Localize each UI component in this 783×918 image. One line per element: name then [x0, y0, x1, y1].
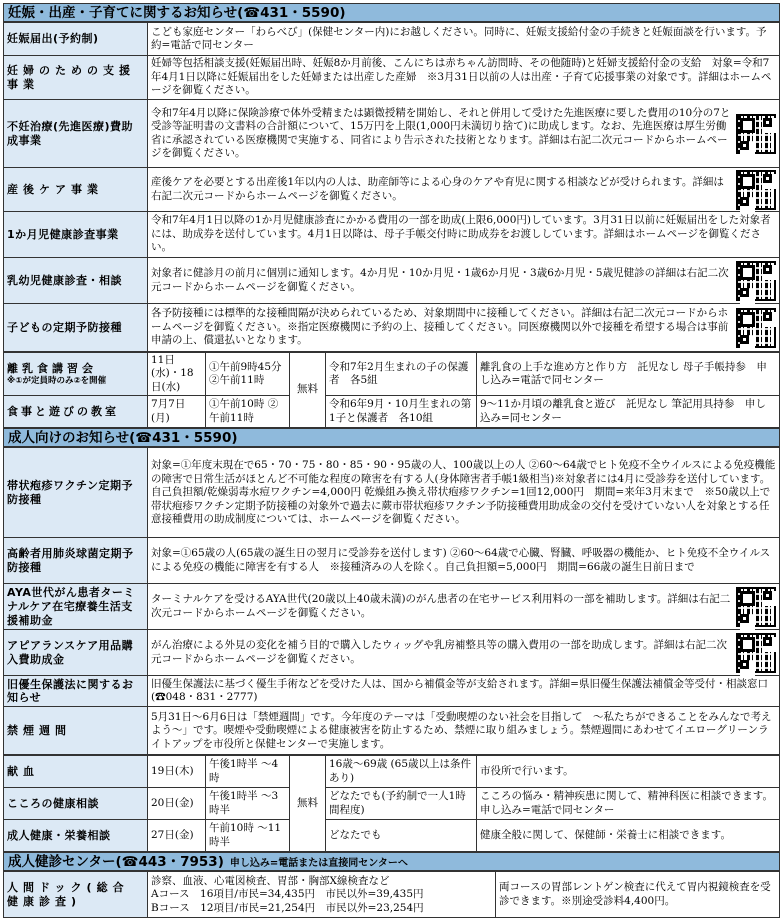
- event-time: 午後1時半 ～4時: [206, 756, 290, 788]
- checkup-title: 成人健診センター(☎443・7953): [8, 854, 224, 871]
- row-text: 令和7年4月以降に保険診療で体外受精または顕微授精を開始し、それと併用して受けた先進医療に要した費用の10分の7と受診等証明書の文書料の合計額について、15万円を上限(1,000円未満切り捨て)に助成します。なお、先進医療は厚生労働省に承認されている医療機関で実施する、同省により告示された技術となります。詳細は右記二次元コードからホームページを御覧ください。: [151, 106, 731, 159]
- table-row: [4, 100, 780, 168]
- row-label: 妊婦のための支援事業: [4, 56, 148, 100]
- class-time: ①午前10時 ②午前11時: [206, 396, 290, 428]
- event-target: どなたでも: [326, 820, 477, 852]
- row-label: アピアランスケア用品購入費助成金: [4, 630, 148, 676]
- row-label: 不妊治療(先進医療)費助成事業: [4, 100, 148, 168]
- row-text: 対象=①年度末現在で65・70・75・80・85・90・95歳の人、100歳以上の人 ②60～64歳でヒト免疫不全ウイルスによる免疫機能の障害で日常生活がほとんど不可能な程度の障害を有する人(身体障害者手帳1級相当)※対象者には4月に受診券を送付しています。自己負担額/乾燥弱毒水痘ワクチン=4,000円 乾燥組み換え帯状疱疹ワクチン=1回12,000円 期間=来年3月末まで ※50歳以上で帯状疱疹ワクチン定期予防接種の対象外で過去に蕨市帯状疱疹ワクチン予防接種費用助成金の交付を受けていない人を対象とする任意接種費用の助成制度については、ホームページを御覧ください。: [148, 448, 780, 538]
- fee-cell: 無料: [290, 353, 326, 428]
- row-text: こども家庭センター「わらべび」(保健センター内)にお越しください。同時に、妊娠支援給付金の手続きと妊娠面談を行います。予約=電話で同センター: [148, 23, 780, 56]
- course-line: Bコース 12項目/市民=21,254円 市民以外=23,254円: [151, 901, 424, 914]
- row-text-cell: [148, 304, 780, 352]
- table-row: [4, 707, 780, 755]
- qr-code-icon[interactable]: [736, 587, 776, 627]
- row-text-cell: [148, 168, 780, 212]
- table-row: [4, 788, 780, 820]
- table-row: [4, 168, 780, 212]
- event-content: 市役所で行います。: [477, 756, 780, 788]
- class-content: 9～11か月頃の離乳食と遊び 託児なし 筆記用具持参 申し込み=同センター: [477, 396, 780, 428]
- section-header-adult: 成人向けのお知らせ(☎431・5590): [3, 428, 780, 447]
- event-content: こころの悩み・精神疾患に関して、精神科医に相談できます。申し込み=電話で同センター: [477, 788, 780, 820]
- checkup-note: 申し込み=電話または直接同センターへ: [229, 858, 408, 870]
- class-date: 11日(水)・18日(水): [148, 353, 206, 396]
- class-note: ※①が定員時のみ②を開催: [7, 375, 107, 386]
- row-label: 妊娠届出(予約制): [4, 23, 148, 56]
- row-text-cell: [148, 100, 780, 168]
- row-text: 産後ケアを必要とする出産後1年以内の人は、助産師等による心身のケアや育児に関する相談などが受けられます。詳細は右記二次元コードからホームページを御覧ください。: [151, 176, 724, 202]
- row-label: 産後ケア事業: [4, 168, 148, 212]
- row-label: 高齢者用肺炎球菌定期予防接種: [4, 538, 148, 584]
- table-row: [4, 538, 780, 584]
- row-label: 禁煙週間: [4, 707, 148, 755]
- section-header-checkup: [3, 852, 780, 871]
- course-note: 両コースの胃部レントゲン検査に代えて胃内視鏡検査を受診できます。※別途受診料4,400円。: [496, 872, 780, 918]
- row-label: 子どもの定期予防接種: [4, 304, 148, 352]
- section-header-childcare: 妊娠・出産・子育てに関するお知らせ(☎431・5590): [3, 3, 780, 22]
- row-text: 旧優生保護法に基づく優生手術などを受けた人は、国から補償金等が支給されます。詳細=県旧優生保護法補償金等受付・相談窓口(☎048・831・2777): [148, 676, 780, 707]
- row-label: [4, 353, 148, 396]
- row-text-cell: [148, 258, 780, 304]
- childcare-table: [3, 22, 780, 352]
- row-text: 令和7年4月1日以降の1か月児健康診査にかかる費用の一部を助成(上限6,000円)しています。3月31日以前に妊娠届出をした対象者には、助成券を送付しています。4月1日以降は、母子手帳交付時に助成券をお渡ししています。詳細はホームページを御覧ください。: [148, 212, 780, 258]
- class-target: 令和7年2月生まれの子の保護者 各5組: [326, 353, 477, 396]
- row-label: 献血: [4, 756, 148, 788]
- event-target: 16歳～69歳 (65歳以上は条件あり): [326, 756, 477, 788]
- row-text: 妊婦等包括相談支援(妊娠届出時、妊娠8か月前後、こんにちは赤ちゃん訪問時、その他随時)と妊婦支援給付金の支給 対象=令和7年4月1日以降に妊娠届出をした妊婦または出産した産婦 ※3月31日以前の人は出産・子育て応援事業の対象です。詳細はホームページを御覧ください。: [148, 56, 780, 100]
- table-row: [4, 258, 780, 304]
- course-line: Aコース 16項目/市民=34,435円 市民以外=39,435円: [151, 888, 424, 901]
- checkup-table: [3, 871, 780, 918]
- table-row: [4, 448, 780, 538]
- event-content: 健康全般に関して、保健師・栄養士に相談できます。: [477, 820, 780, 852]
- qr-code-icon[interactable]: [736, 261, 776, 301]
- row-label: 乳幼児健康診査・相談: [4, 258, 148, 304]
- qr-code-icon[interactable]: [736, 633, 776, 673]
- table-row: [4, 756, 780, 788]
- table-row: [4, 56, 780, 100]
- event-date: 19日(木): [148, 756, 206, 788]
- table-row: [4, 676, 780, 707]
- event-target: どなたでも(予約制で一人1時間程度): [326, 788, 477, 820]
- table-row: [4, 23, 780, 56]
- row-text-cell: [148, 630, 780, 676]
- adult-table: [3, 447, 780, 755]
- row-text: 5月31日～6月6日は「禁煙週間」です。今年度のテーマは「受動喫煙のない社会を目指して ～私たちができることをみんなで考えよう～」です。喫煙や受動喫煙による健康被害を防止するため、禁煙に取り組みましょう。禁煙週間にあわせてイエローグリーンライトアップを市役所と保健センターで実施します。: [148, 707, 780, 755]
- qr-code-icon[interactable]: [736, 308, 776, 348]
- row-label: AYA世代がん患者ターミナルケア在宅療養生活支援補助金: [4, 584, 148, 630]
- row-label: 成人健康・栄養相談: [4, 820, 148, 852]
- class-content: 離乳食の上手な進め方と作り方 託児なし 母子手帳持参 申し込み=電話で同センター: [477, 353, 780, 396]
- row-text: 対象=①65歳の人(65歳の誕生日の翌月に受診券を送付します) ②60～64歳で心臓、腎臓、呼吸器の機能か、ヒト免疫不全ウイルスによる免疫の機能に障害を有する人 ※接種済みの人を除く。自己負担額=5,000円 期間=66歳の誕生日前日まで: [148, 538, 780, 584]
- event-time: 午前10時 ～11時半: [206, 820, 290, 852]
- event-table: [3, 755, 780, 852]
- row-label: こころの健康相談: [4, 788, 148, 820]
- class-title: 離乳食講習会: [7, 361, 97, 375]
- class-time: ①午前9時45分 ②午前11時: [206, 353, 290, 396]
- class-table: [3, 352, 780, 428]
- course-info: [148, 872, 496, 918]
- fee-cell: 無料: [290, 756, 326, 852]
- row-text: 対象者に健診月の前月に個別に通知します。4か月児・10か月児・1歳6か月児・3歳6か月児・5歳児健診の詳細は右記二次元コードからホームページを御覧ください。: [151, 267, 729, 293]
- table-row: [4, 304, 780, 352]
- row-label: 帯状疱疹ワクチン定期予防接種: [4, 448, 148, 538]
- class-target: 令和6年9月・10月生まれの第1子と保護者 各10組: [326, 396, 477, 428]
- row-label: 人間ドック(総合健康診査): [4, 872, 148, 918]
- row-label: 旧優生保護法に関するお知らせ: [4, 676, 148, 707]
- table-row: [4, 396, 780, 428]
- row-text: ターミナルケアを受けるAYA世代(20歳以上40歳未満)のがん患者の在宅サービス利用料の一部を補助します。詳細は右記二次元コードからホームページを御覧ください。: [151, 593, 731, 619]
- row-label: 食事と遊びの教室: [4, 396, 148, 428]
- qr-code-icon[interactable]: [736, 114, 776, 154]
- table-row: [4, 820, 780, 852]
- table-row: [4, 630, 780, 676]
- course-line: 診察、血液、心電図検査、胃部・胸部X線検査など: [151, 874, 390, 887]
- class-date: 7月7日(月): [148, 396, 206, 428]
- event-date: 27日(金): [148, 820, 206, 852]
- event-time: 午後1時半 ～3時半: [206, 788, 290, 820]
- table-row: [4, 353, 780, 396]
- table-row: [4, 584, 780, 630]
- row-text: がん治療による外見の変化を補う目的で購入したウィッグや乳房補整具等の購入費用の一部を助成します。詳細は右記二次元コードからホームページを御覧ください。: [151, 639, 728, 665]
- row-text-cell: [148, 584, 780, 630]
- qr-code-icon[interactable]: [736, 170, 776, 210]
- table-row: [4, 212, 780, 258]
- table-row: [4, 872, 780, 918]
- row-text: 各予防接種には標準的な接種間隔が決められているため、対象期間中に接種してください。詳細は右記二次元コードからホームページを御覧ください。※指定医療機関に予約の上、接種してください。同医療機関以外で接種を希望する場合は事前申請の上、償還払いとなります。: [151, 307, 729, 347]
- event-date: 20日(金): [148, 788, 206, 820]
- row-label: 1か月児健康診査事業: [4, 212, 148, 258]
